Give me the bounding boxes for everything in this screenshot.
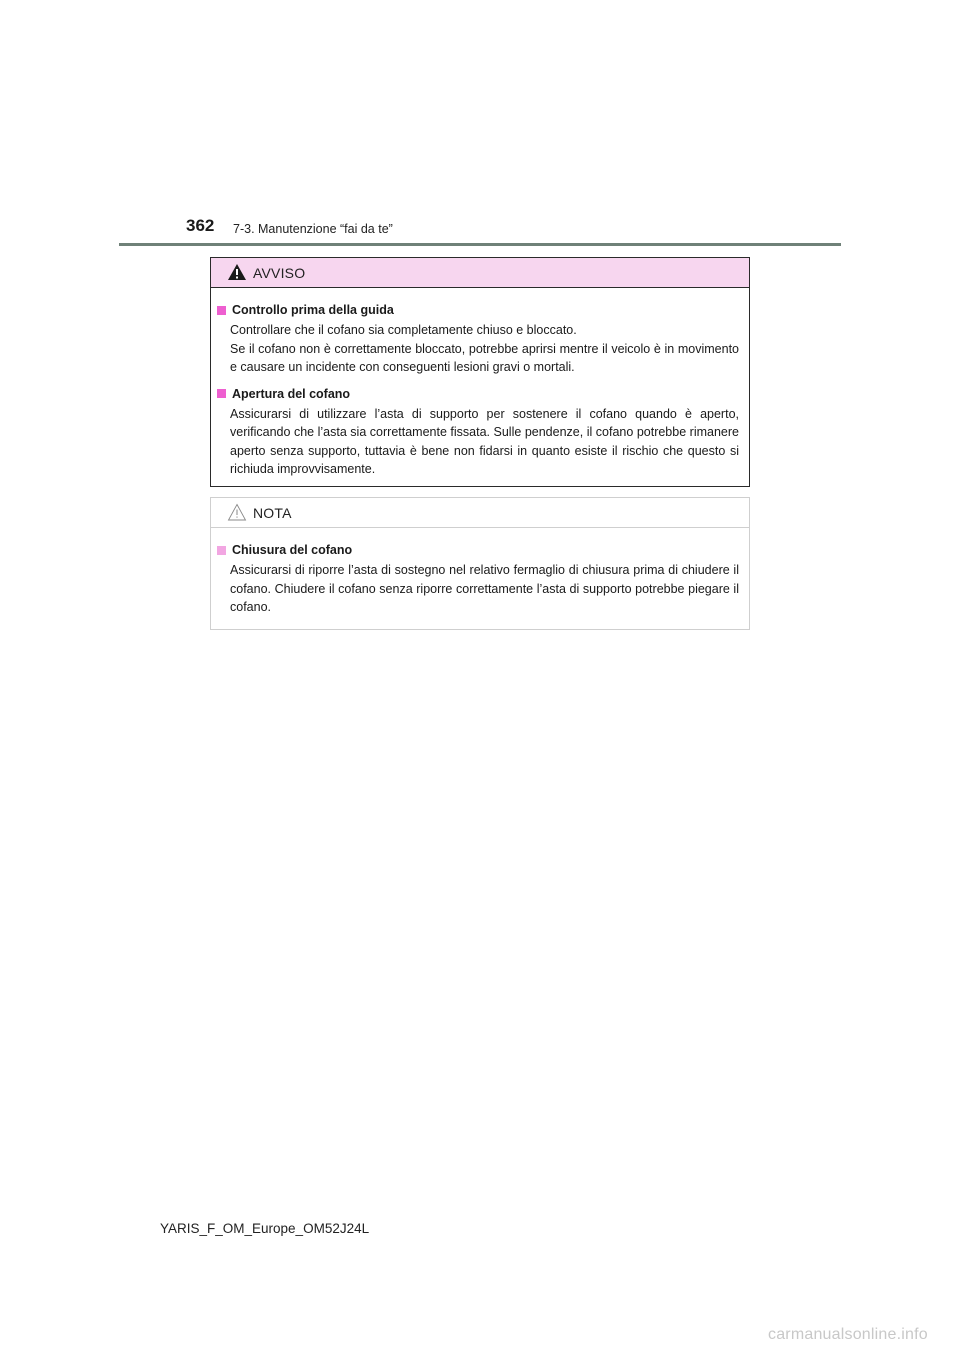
note-item-title: Chiusura del cofano <box>232 543 353 557</box>
warning-item <box>217 301 739 377</box>
warning-triangle-outline-icon <box>227 503 247 521</box>
warning-triangle-icon <box>227 263 247 281</box>
warning-item-title-row <box>217 301 739 319</box>
warning-box <box>210 257 750 487</box>
warning-item-title: Controllo prima della guida <box>232 303 394 317</box>
note-box <box>210 497 750 630</box>
warning-item-title-row <box>217 385 739 403</box>
warning-header <box>211 258 749 288</box>
note-body <box>211 528 749 617</box>
warning-body <box>211 288 749 479</box>
section-title: 7-3. Manutenzione “fai da te” <box>233 222 393 236</box>
warning-item-text: Controllare che il cofano sia completamente chiuso e bloccato. <box>230 323 577 337</box>
warning-item-title: Apertura del cofano <box>232 386 351 401</box>
warning-label: AVVISO <box>253 265 306 281</box>
note-item <box>217 541 739 617</box>
header-rule <box>119 243 841 246</box>
bullet-square-icon <box>217 389 226 398</box>
note-header <box>211 498 749 528</box>
note-item-title-row <box>217 541 739 559</box>
warning-item <box>217 385 739 479</box>
warning-item-text: Se il cofano non è correttamente bloccato, potrebbe aprirsi mentre il veicolo è in movimento e causare un incidente con conseguenti lesioni gravi o mortali. <box>230 341 739 374</box>
watermark-logo: carmanualsonline.info <box>768 1326 928 1343</box>
page-number: 362 <box>186 216 215 235</box>
note-label: NOTA <box>253 505 292 521</box>
note-item-text: Assicurarsi di riporre l’asta di sostegno nel relativo fermaglio di chiusura prima di chiudere il cofano. Chiudere il cofano senza riporre correttamente l’asta di supporto potrebbe piegare il cofano. <box>230 563 739 614</box>
warning-item-text: Assicurarsi di utilizzare l’asta di supporto per sostenere il cofano quando è aperto, verificando che l’asta sia correttamente fissata. Sulle pendenze, il cofano potrebbe rimanere aperto senza supporto, tuttavia è bene non fidarsi in quanto esiste il rischio che questo si richiuda improvvisamente. <box>230 406 739 476</box>
bullet-square-icon <box>217 306 226 315</box>
bullet-square-icon <box>217 546 226 555</box>
document-code: YARIS_F_OM_Europe_OM52J24L <box>160 1221 370 1236</box>
